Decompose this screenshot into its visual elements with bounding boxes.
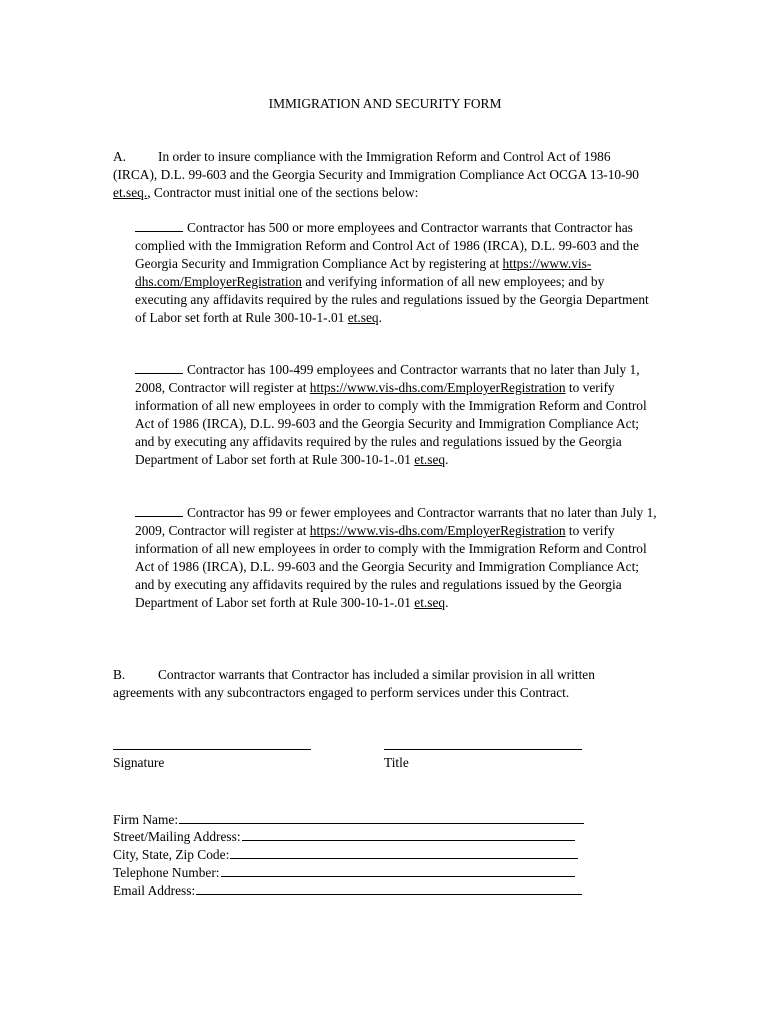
option-99-etseq: et.seq bbox=[414, 594, 446, 610]
section-b bbox=[113, 666, 653, 702]
option-500-initial-blank[interactable] bbox=[135, 219, 183, 232]
street-address-line[interactable] bbox=[242, 827, 575, 841]
email-line[interactable] bbox=[196, 881, 582, 895]
option-100-initial-blank[interactable] bbox=[135, 361, 183, 374]
firm-name-label: Firm Name: bbox=[113, 812, 179, 827]
option-100-text-3: . bbox=[445, 451, 449, 467]
email-label: Email Address: bbox=[113, 883, 196, 898]
telephone-label: Telephone Number: bbox=[113, 865, 220, 880]
option-99-text-3: . bbox=[445, 594, 449, 610]
street-address-field bbox=[113, 827, 575, 845]
option-100-text-2: to verify information of all new employees in order to comply with the Immigration Reform and Control Act of 1986 (IRCA), D.L. 99-603 and the Georgia Security and Immigration Compliance Act; and by executing any affidavits required by the rules and regulations issued by the Georgia Department of Labor set forth at Rule 300-10-1-.01 bbox=[135, 379, 647, 467]
firm-name-field bbox=[113, 810, 584, 828]
option-99-initial-blank[interactable] bbox=[135, 504, 183, 517]
street-address-label: Street/Mailing Address: bbox=[113, 829, 241, 844]
signature-label: Signature bbox=[113, 755, 165, 770]
option-500-text-3: . bbox=[378, 309, 382, 325]
section-a-intro-text-1: In order to insure compliance with the Immigration Reform and Control Act of 1986 (IRCA), D.L. 99-603 and the Georgia Security and Immigration Compliance Act OCGA 13-10-90 bbox=[113, 149, 639, 182]
option-500-etseq: et.seq bbox=[347, 309, 379, 325]
city-state-zip-field bbox=[113, 845, 578, 863]
option-100-link[interactable]: https://www.vis-dhs.com/EmployerRegistration bbox=[309, 379, 566, 395]
option-100-text-1: Contractor has 100-499 employees and Contractor warrants that no later than July 1, 2008, Contractor will register at bbox=[135, 362, 640, 395]
option-99-link[interactable]: https://www.vis-dhs.com/EmployerRegistration bbox=[309, 522, 566, 538]
option-100-499 bbox=[135, 361, 657, 468]
city-state-zip-label: City, State, Zip Code: bbox=[113, 847, 230, 862]
option-99-text-2: to verify information of all new employees in order to comply with the Immigration Reform and Control Act of 1986 (IRCA), D.L. 99-603 and the Georgia Security and Immigration Compliance Act; and by executing any affidavits required by the rules and regulations issued by the Georgia Department of Labor set forth at Rule 300-10-1-.01 bbox=[135, 522, 647, 610]
city-state-zip-line[interactable] bbox=[230, 845, 578, 859]
telephone-field bbox=[113, 863, 575, 881]
section-a-intro-text-2: , Contractor must initial one of the sections below: bbox=[147, 184, 419, 200]
option-99-fewer bbox=[135, 504, 657, 611]
firm-name-line[interactable] bbox=[179, 810, 584, 824]
email-field bbox=[113, 881, 582, 899]
option-100-etseq: et.seq bbox=[414, 451, 446, 467]
section-a-marker: A. bbox=[113, 149, 127, 164]
form-title: IMMIGRATION AND SECURITY FORM bbox=[268, 96, 502, 111]
section-b-marker: B. bbox=[113, 667, 126, 682]
option-500-plus bbox=[135, 219, 657, 326]
section-a-intro bbox=[113, 148, 653, 202]
option-500-link[interactable]: https://www.vis-dhs.com/EmployerRegistration bbox=[135, 255, 592, 289]
title-line[interactable] bbox=[384, 749, 582, 750]
section-b-text: Contractor warrants that Contractor has included a similar provision in all written agreements with any subcontractors engaged to perform services under this Contract. bbox=[113, 667, 595, 700]
option-500-text-2: and verifying information of all new employees; and by executing any affidavits required by the rules and regulations issued by the Georgia Department of Labor set forth at Rule 300-10-1-.01 bbox=[135, 273, 649, 325]
title-label: Title bbox=[384, 755, 409, 770]
signature-line[interactable] bbox=[113, 749, 311, 750]
option-99-text-1: Contractor has 99 or fewer employees and Contractor warrants that no later than July 1, 2009, Contractor will register at bbox=[135, 505, 657, 538]
option-500-text-1: Contractor has 500 or more employees and Contractor warrants that Contractor has complied with the Immigration Reform and Control Act of 1986 (IRCA), D.L. 99-603 and the Georgia Security and Immigration Compliance Act by registering at bbox=[135, 220, 639, 271]
telephone-line[interactable] bbox=[221, 863, 575, 877]
section-a-intro-etseq: et.seq. bbox=[113, 184, 148, 200]
